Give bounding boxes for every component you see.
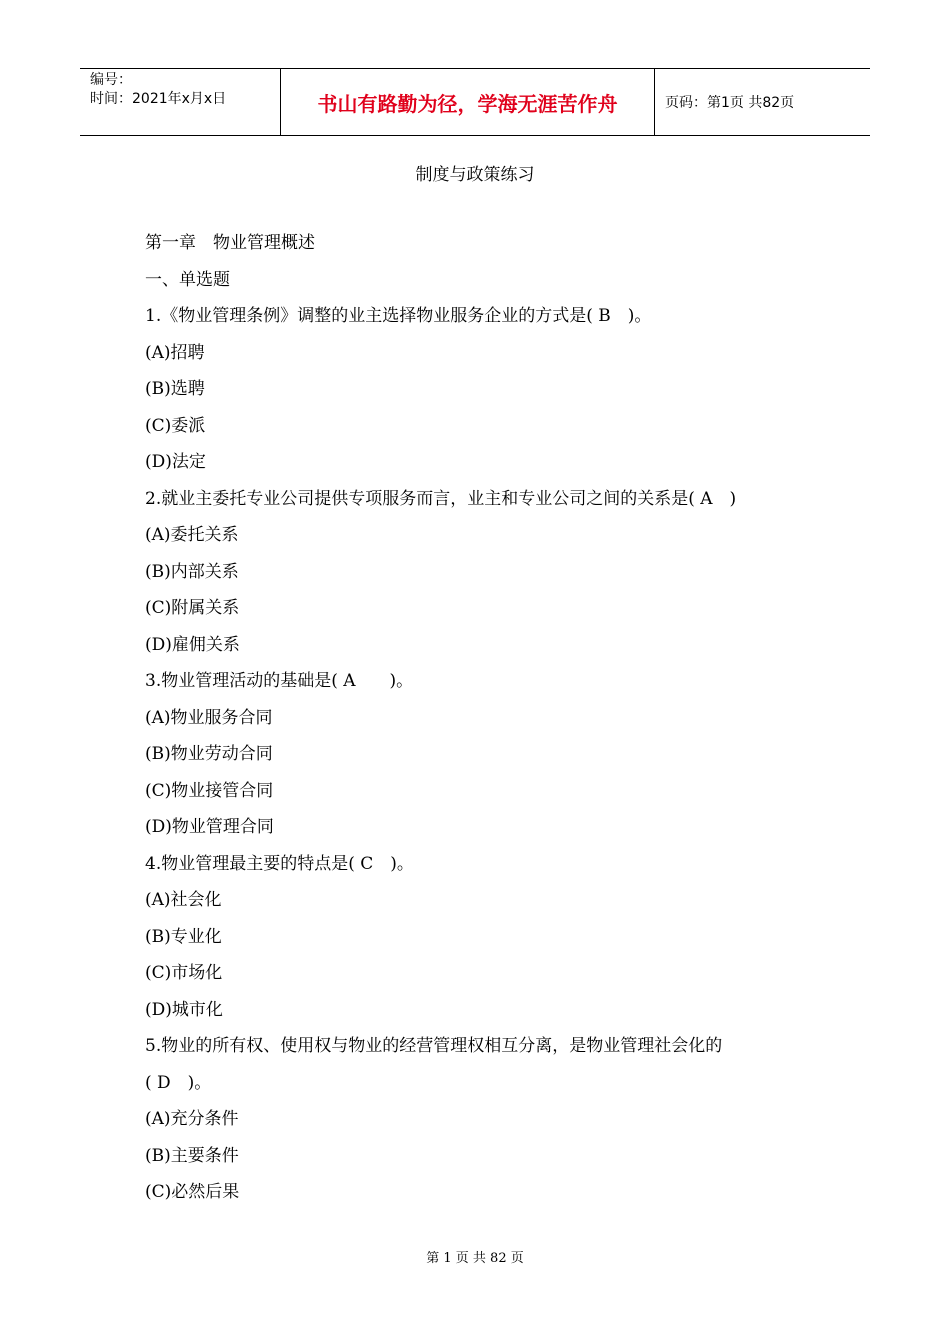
text-line: 一、单选题 <box>145 269 230 290</box>
header-meta <box>80 69 281 135</box>
text-line: (C)附属关系 <box>145 598 240 618</box>
text-line: (C)物业接管合同 <box>145 780 274 801</box>
document-title: 制度与政策练习 <box>415 165 535 185</box>
header-motto: 书山有路勤为径，学海无涯苦作舟 <box>281 69 655 135</box>
text-line: (B)物业劳动合同 <box>145 744 273 764</box>
text-line: (B)专业化 <box>145 926 222 947</box>
text-line: (C)市场化 <box>145 963 223 983</box>
text-line: (D)物业管理合同 <box>145 817 274 837</box>
text-line: (A)物业服务合同 <box>145 707 273 728</box>
header-page-info: 页码：第1页 共82页 <box>665 95 795 111</box>
text-line: 第一章 物业管理概述 <box>145 233 315 253</box>
text-line: 1.《物业管理条例》调整的业主选择物业服务企业的方式是( B )。 <box>145 306 652 326</box>
text-line: 5.物业的所有权、使用权与物业的经营管理权相互分离，是物业管理社会化的 <box>145 1036 723 1056</box>
text-line: (D)城市化 <box>145 999 223 1020</box>
text-line: (B)内部关系 <box>145 561 239 582</box>
text-line: (A)委托关系 <box>145 525 239 545</box>
document-body <box>145 230 825 1216</box>
text-line: 3.物业管理活动的基础是( A )。 <box>145 671 414 691</box>
text-line: (B)选聘 <box>145 379 205 399</box>
doc-time-label: 时间：2021年x月x日 <box>90 91 227 107</box>
text-line: ( D )。 <box>145 1072 212 1093</box>
doc-number-label: 编号： <box>90 72 132 88</box>
text-line: (D)雇佣关系 <box>145 634 240 655</box>
page-footer: 第 1 页 共 82 页 <box>426 1251 524 1266</box>
text-line: (D)法定 <box>145 452 206 472</box>
text-line: (A)招聘 <box>145 342 205 363</box>
text-line: 2.就业主委托专业公司提供专项服务而言，业主和专业公司之间的关系是( A ) <box>145 488 737 509</box>
text-line: (B)主要条件 <box>145 1145 239 1166</box>
text-line: (C)必然后果 <box>145 1182 240 1202</box>
text-line: 4.物业管理最主要的特点是( C )。 <box>145 853 414 874</box>
text-line: (A)社会化 <box>145 890 222 910</box>
page-header <box>80 68 870 136</box>
text-line: (C)委派 <box>145 415 206 436</box>
text-line: (A)充分条件 <box>145 1109 239 1129</box>
